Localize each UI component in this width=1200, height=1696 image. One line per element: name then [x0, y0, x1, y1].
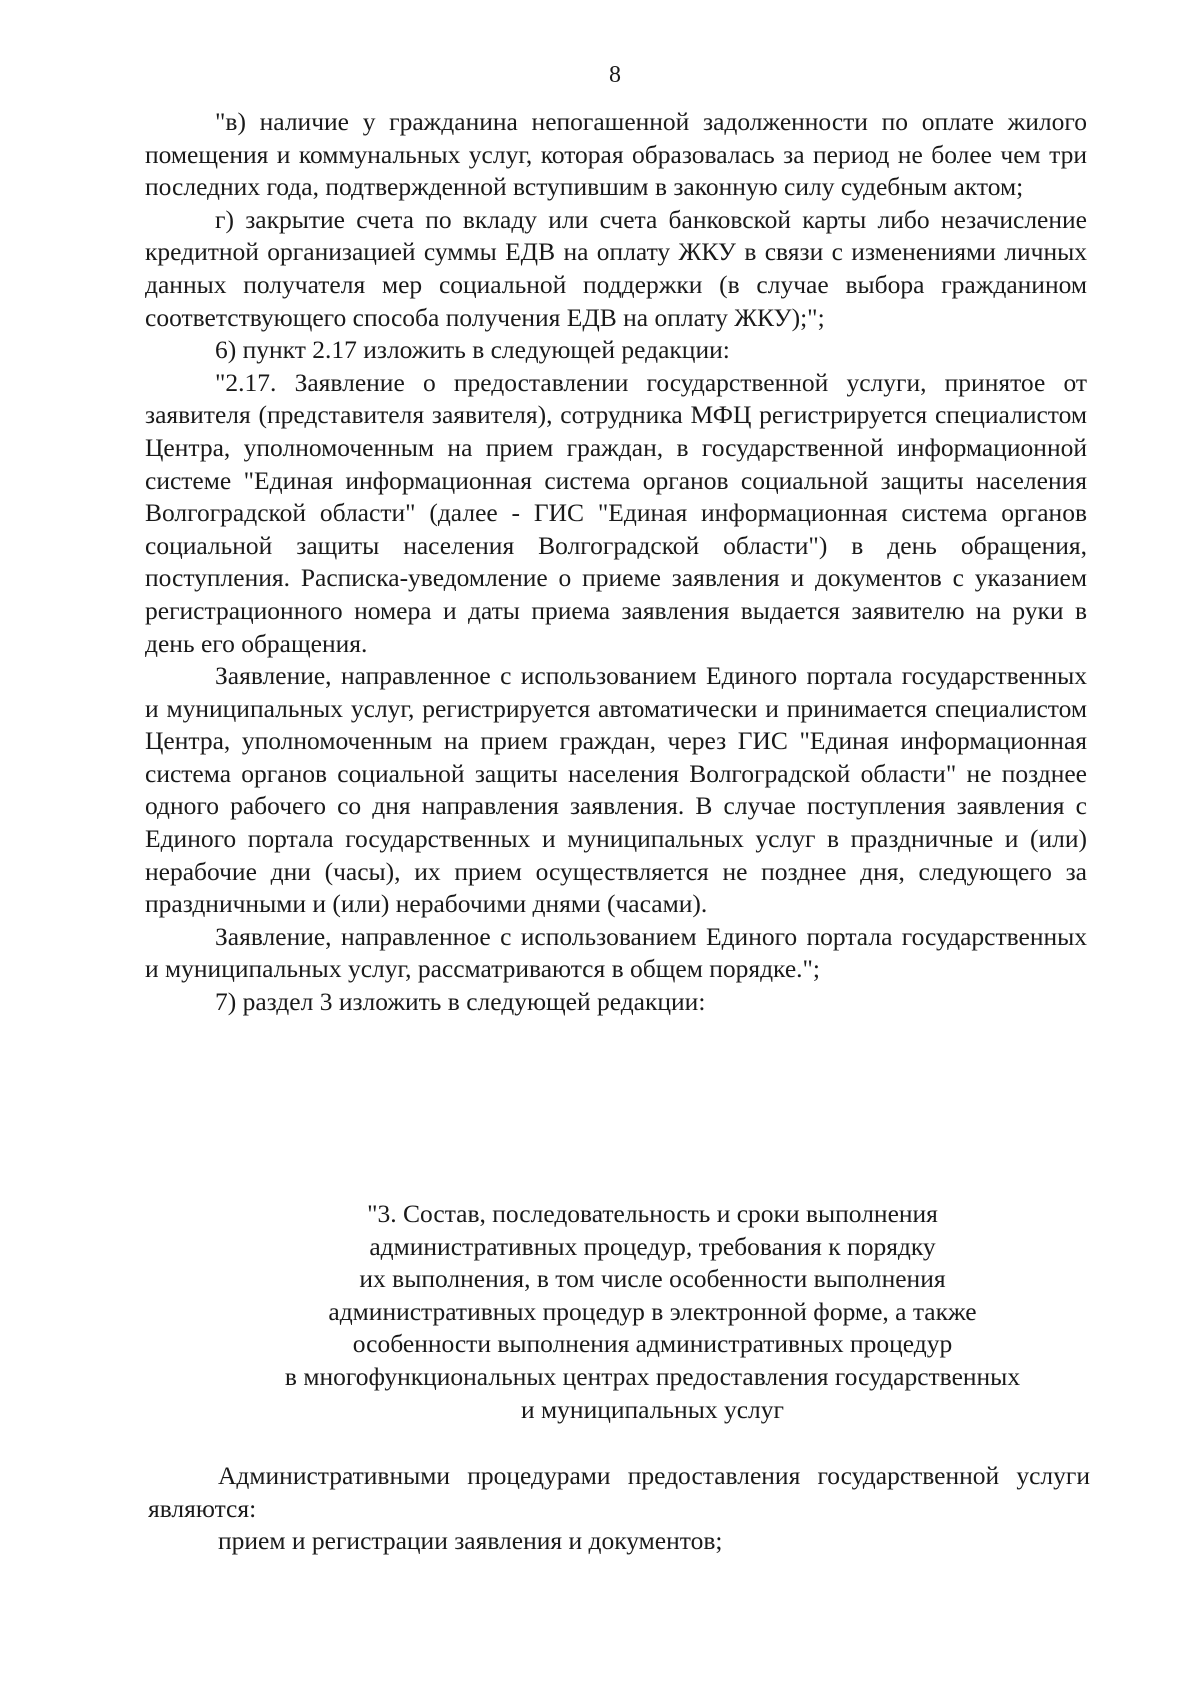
section-heading-line: административных процедур, требования к порядку — [369, 1231, 936, 1261]
paragraph-portal-general-order: Заявление, направленное с использованием Единого портала государственных и муниципальных услуг, рассматриваются в общем порядке."; — [145, 921, 1087, 984]
section-heading — [145, 1198, 1160, 1426]
section-heading-line: их выполнения, в том числе особенности выполнения — [359, 1264, 946, 1294]
paragraph-amendment-6: 6) пункт 2.17 изложить в следующей редакции: — [215, 335, 730, 365]
section-heading-line: "3. Состав, последовательность и сроки выполнения — [367, 1199, 938, 1228]
paragraph-item-v: "в) наличие у гражданина непогашенной задолженности по оплате жилого помещения и коммунальных услуг, которая образовалась за период не более чем три последних года, подтвержденной вступившим в законную силу судебным актом; — [145, 107, 1087, 202]
paragraph-procedure-item: прием и регистрации заявления и документов; — [218, 1526, 723, 1556]
page-number: 8 — [609, 62, 621, 88]
paragraph-procedures-intro: Административными процедурами предоставления государственной услуги являются: — [148, 1461, 1090, 1523]
paragraph-portal-registration: Заявление, направленное с использованием Единого портала государственных и муниципальных услуг, регистрируется автоматически и принимается специалистом Центра, уполномоченным на прием граждан, через ГИС "Единая информационная система органов социальной защиты населения Волгоградской области" не позднее одного рабочего со дня направления заявления. В случае поступления заявления с Единого портала государственных и муниципальных услуг в праздничные и (или) нерабочие дни (часы), их прием осуществляется не позднее дня, следующего за праздничными и (или) нерабочими днями (часами). — [145, 661, 1087, 919]
section-heading-line: и муниципальных услуг — [521, 1394, 784, 1424]
section-heading-line: административных процедур в электронной форме, а также — [328, 1296, 977, 1326]
section-heading-line: в многофункциональных центрах предоставления государственных — [284, 1361, 1021, 1391]
paragraph-clause-2-17: "2.17. Заявление о предоставлении государственной услуги, принятое от заявителя (представителя заявителя), сотрудника МФЦ регистрируется специалистом Центра, уполномоченным на прием граждан, в государственной информационной системе "Единая информационная система органов социальной защиты населения Волгоградской области" (далее - ГИС "Единая информационная система органов социальной защиты населения Волгоградской области") в день обращения, поступления. Расписка-уведомление о приеме заявления и документов с указанием регистрационного номера и даты приема заявления выдается заявителю на руки в день его обращения. — [145, 367, 1087, 658]
section-heading-line: особенности выполнения административных процедур — [352, 1329, 953, 1359]
paragraph-amendment-7: 7) раздел 3 изложить в следующей редакции: — [215, 987, 706, 1017]
section-body — [148, 1460, 1090, 1558]
document-body — [145, 106, 1087, 1019]
paragraph-item-g: г) закрытие счета по вкладу или счета банковской карты либо незачисление кредитной организацией суммы ЕДВ на оплату ЖКУ в связи с изменениями личных данных получателя мер социальной поддержки (в случае выбора гражданином соответствующего способа получения ЕДВ на оплату ЖКУ);"; — [145, 204, 1087, 332]
